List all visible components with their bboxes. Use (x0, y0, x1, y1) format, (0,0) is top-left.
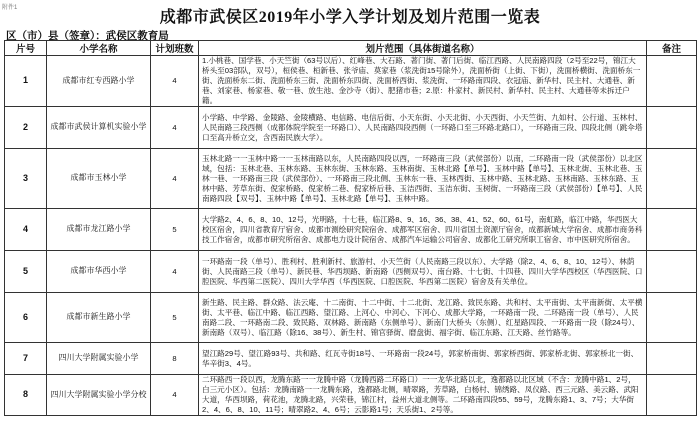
row-no: 3 (5, 149, 47, 209)
zone-area: 一环路南一段（单号）、胜利村、胜利新村、旅游村、小天竺街（人民南路三段以东）、大学路（除2、4、6、8、10、12号）、林荫街、人民南路三段（单号）、新民巷、华西坝路、新南路（西侧双号）、南台路、十七街、十四巷、四川大学华西校区（华西医院、口腔医院、华西第二医院）、四川大学华西（华西医院、口腔医院、华西第二医院）宿舍及有关单位。 (199, 251, 647, 293)
table-row (5, 56, 697, 107)
corner-mark: 附件1 (2, 5, 18, 11)
remark-cell (647, 107, 697, 149)
remark-cell (647, 209, 697, 251)
row-no: 4 (5, 209, 47, 251)
class-count: 5 (151, 209, 199, 251)
table-row (5, 209, 697, 251)
remark-cell (647, 293, 697, 343)
remark-cell (647, 375, 697, 416)
school-name: 成都市武侯计算机实验小学 (47, 107, 151, 149)
header-no: 片号 (5, 41, 47, 56)
school-name: 成都市玉林小学 (47, 149, 151, 209)
school-name: 四川大学附属实验小学 (47, 343, 151, 375)
row-no: 1 (5, 56, 47, 107)
school-name: 成都市新生路小学 (47, 293, 151, 343)
zone-area: 新生路、民主路、群众路、法云庵、十二南街、十二中街、十二北街、龙江路、致民东路、共和村、太平南街、太平南新街、太平横街、太平巷、临江中路、临江西路、望江路、上河心、中河心、下河心、成都大学路，一环路南一段、二环路南一段（单号）、人民南路二段、一环路南二段、致民路、双林路、新南路（东侧单号）、新南门大桥头（东侧）、红星路四段、一环路南一段（除24号）、新南路（双号）、临江路（除16、38号）、新生村、锦官驿街、磨盘街、福字街、临江东路、江天路、丝竹路等。 (199, 293, 647, 343)
zone-area: 玉林北路一一玉林中路一一玉林南路以东，人民南路四段以西，一环路南三段（武侯部份）以南，二环路南一段（武侯部份）以北区域，包括：玉林北巷、玉林东路、玉林东街、玉林东路、玉林南街、玉林北路【单号】、玉林中路【单号】、玉林北街、玉林北巷、玉林一巷、一环路南三段（武侯部份）、一环路南三段北侧、玉林东一巷、玉林西街、玉林中路、玉林北路、玉林南路、玉林东路、玉林中路、芳草东街、倪家桥路、倪家桥二巷、倪家桥后巷、玉洁西街、玉洁东街、玉树街、一环路南三段（武侯部份）【单号】、人民南路四段【双号】、玉林中路【单号】、玉林北路【单号】、玉林中路。 (199, 149, 647, 209)
row-no: 2 (5, 107, 47, 149)
class-count: 4 (151, 149, 199, 209)
row-no: 6 (5, 293, 47, 343)
table-row (5, 251, 697, 293)
zone-area: 小学路、中学路、金陵路、金陵横路、电信路、电信后街、小天东街、小天北街、小天西街、小天竺街、九如村、公行道、玉林村、人民南路三段西侧（成都体院学院至一环路口）、人民南路四段西侧（一环路口至三环路北路口），一环路南三段、四段北侧（跳伞塔口至高升桥立交，含西南民族大学）。 (199, 107, 647, 149)
class-count: 5 (151, 293, 199, 343)
zone-area: 1.小桃巷、国学巷、小天竺街（63号以后）、红峰巷、大石路、著门街、著门后街、临江西路、人民南路四段（2号至22号，锦江大桥头至03部队，双号），桓侯巷、桓新巷、张爷庙、莫家巷（浆洗街15号除外），洗面桥街（上街、下街），洗面桥横街、洗面桥东一街、洗面桥东二街、洗面桥东三街、洗面桥东四街、洗面桥西街、浆洗街、一环路南四段、衣冠庙、新华村、民主村、大通巷、新巷、刘家巷、杨家巷、敬一巷、放生池、金沙寺（街）、肥猪市巷；2.原：朴家村、新民村、新华村、民主村、大通巷等未拆迁户籍。 (199, 56, 647, 107)
class-count: 4 (151, 251, 199, 293)
page-title: 成都市武侯区2019年小学入学计划及划片范围一览表 (159, 9, 541, 26)
header-area: 划片范围（具体街道名称） (199, 41, 647, 56)
class-count: 4 (151, 107, 199, 149)
zone-area: 望江路29号、望江路93号、共和路、红瓦寺街18号、一环路南一段24号，郭家桥南街、郭家桥西街、郭家桥北街、郭家桥北一街、华辛街3、4号。 (199, 343, 647, 375)
zone-area: 二环路西一段以西，龙腾东路一一龙腾中路（龙腾西路二环路口）一一龙华北路以北，逸都路以北区域（不含：龙腾中路1、2号，白三元小区）。包括：龙腾南路一一龙腾东路，逸都路北侧，晴翠路，芳草路，白杨村、锦绣路、凤仪路、西三元路、美云路、武阳大道，华西坝路，荷花池，龙腾北路，兴荣巷，锦江村，益州大道北侧等。二环路南四段55、59号，龙腾东路1、3、7号；大华街2、4、6、8、10、11号；晴翠路2、4、6号；云影路1号；天乐街1、2号等。 (199, 375, 647, 416)
table-row (5, 107, 697, 149)
school-name: 成都市华西小学 (47, 251, 151, 293)
remark-cell (647, 343, 697, 375)
remark-cell (647, 251, 697, 293)
row-no: 5 (5, 251, 47, 293)
class-count: 4 (151, 56, 199, 107)
class-count: 8 (151, 343, 199, 375)
row-no: 8 (5, 375, 47, 416)
header-remark: 备注 (647, 41, 697, 56)
header-school: 小学名称 (47, 41, 151, 56)
school-name: 成都市红专西路小学 (47, 56, 151, 107)
header-classes: 计划班数 (151, 41, 199, 56)
table-row (5, 293, 697, 343)
school-name: 四川大学附属实验小学分校 (47, 375, 151, 416)
row-no: 7 (5, 343, 47, 375)
zone-area: 大学路2、4、6、8、10、12号，光明路，十七巷，临江路8、9、16、36、38、41、52、60、61号，南虹路，临江中路，华西医大校区宿舍，四川省教育厅宿舍、成都市测绘研究院宿舍、成都军区宿舍、四川省国土资源厅宿舍，成都新城大学宿舍、成都市商务科技工作宿舍，成都市研究所宿舍、成都电力设计院宿舍、成都汽车运输公司宿舍、成都化工研究所职工宿舍、市中医研究所宿舍。 (199, 209, 647, 251)
class-count: 4 (151, 375, 199, 416)
district-line: 区（市）县（签章）：武侯区教育局 (6, 30, 169, 42)
table-header-row (5, 41, 697, 56)
table-row (5, 375, 697, 416)
school-name: 成都市龙江路小学 (47, 209, 151, 251)
enrollment-table (4, 40, 697, 416)
table-row (5, 343, 697, 375)
table-row (5, 149, 697, 209)
remark-cell (647, 56, 697, 107)
remark-cell (647, 149, 697, 209)
